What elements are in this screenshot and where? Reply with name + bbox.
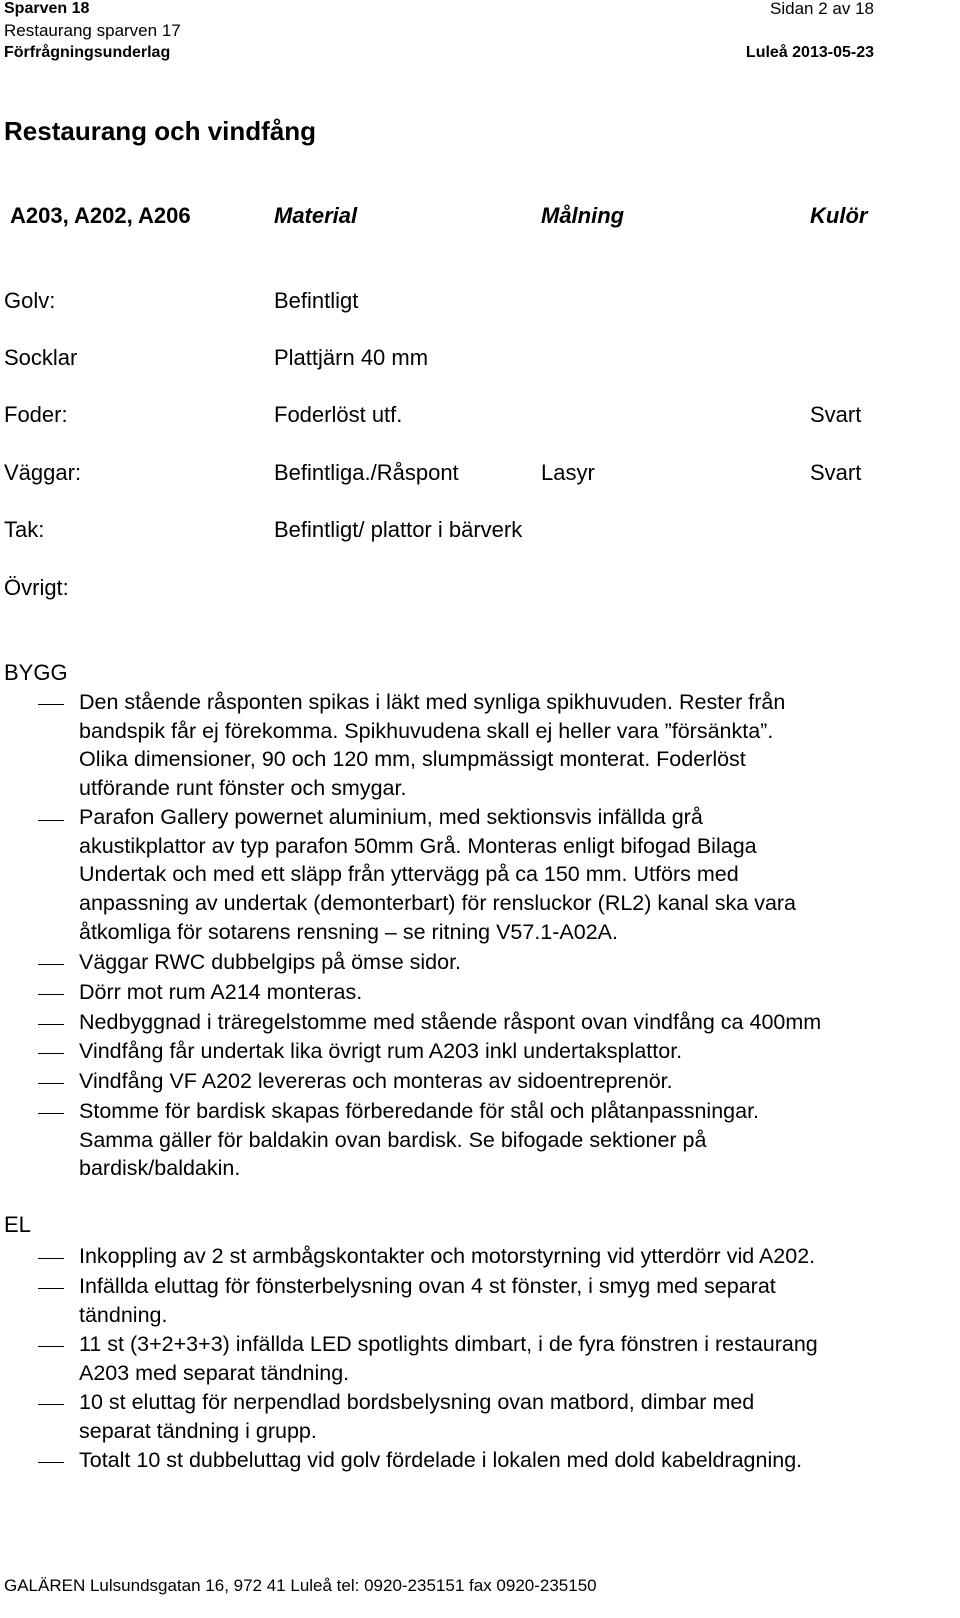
row-material: Foderlöst utf. <box>274 402 403 427</box>
row-material: Plattjärn 40 mm <box>274 345 429 370</box>
list-item: Väggar RWC dubbelgips på ömse sidor. <box>79 950 462 974</box>
header-doc-type: Förfrågningsunderlag <box>4 44 171 61</box>
section-heading-bygg: BYGG <box>4 660 68 685</box>
header-project: Sparven 18 <box>4 0 90 17</box>
page-title: Restaurang och vindfång <box>4 116 317 146</box>
dash-bullet-icon <box>38 1258 64 1259</box>
dash-bullet-icon <box>38 994 64 995</box>
header-place-date: Luleå 2013-05-23 <box>745 44 874 61</box>
dash-bullet-icon <box>38 820 64 821</box>
table-header-paint: Målning <box>541 203 625 228</box>
list-item: Inkoppling av 2 st armbågskontakter och motorstyrning vid ytterdörr vid A202. <box>79 1244 816 1268</box>
list-item: Den stående råsponten spikas i läkt med synliga spikhuvuden. Rester från bandspik får ej förekomma. Spikhuvudena skall ej heller vara ”försänkta”. Olika dimensioner, 90 och 120 mm, slumpmässigt monterat. Foderlöst utförande runt fönster och smygar. <box>79 690 786 801</box>
list-item: Dörr mot rum A214 monteras. <box>79 980 363 1004</box>
header-building: Restaurang sparven 17 <box>4 21 181 40</box>
row-label: Socklar <box>4 345 78 370</box>
table-header-rooms: A203, A202, A206 <box>10 203 191 228</box>
table-header-color: Kulör <box>810 203 868 228</box>
header-page-number: Sidan 2 av 18 <box>770 0 874 18</box>
row-label: Golv: <box>4 288 56 313</box>
dash-bullet-icon <box>38 1346 64 1347</box>
list-item: 10 st eluttag för nerpendlad bordsbelysning ovan matbord, dimbar med separat tändning i grupp. <box>79 1390 755 1443</box>
list-item: Infällda eluttag för fönsterbelysning ovan 4 st fönster, i smyg med separat tändning. <box>79 1274 776 1327</box>
row-paint: Lasyr <box>541 460 595 485</box>
row-color: Svart <box>810 460 862 485</box>
row-label: Tak: <box>4 517 45 542</box>
dash-bullet-icon <box>38 1083 64 1084</box>
list-item: Parafon Gallery powernet aluminium, med sektionsvis infällda grå akustikplattor av typ parafon 50mm Grå. Monteras enligt bifogad Bilaga Undertak och med ett släpp från yttervägg på ca 150 mm. Utförs med anpassning av undertak (demonterbart) för rensluckor (RL2) kanal ska vara åtkomliga för sotarens rensning – se ritning V57.1-A02A. <box>79 805 797 944</box>
list-item: 11 st (3+2+3+3) infällda LED spotlights dimbart, i de fyra fönstren i restaurang A203 med separat tändning. <box>79 1332 818 1385</box>
dash-bullet-icon <box>38 964 64 965</box>
dash-bullet-icon <box>38 1462 64 1463</box>
row-material: Befintligt/ plattor i bärverk <box>274 517 523 542</box>
list-item: Vindfång får undertak lika övrigt rum A203 inkl undertaksplattor. <box>79 1039 683 1063</box>
list-item: Totalt 10 st dubbeluttag vid golv fördelade i lokalen med dold kabeldragning. <box>79 1448 803 1472</box>
list-item: Vindfång VF A202 levereras och monteras av sidoentreprenör. <box>79 1069 673 1093</box>
section-heading-el: EL <box>4 1212 31 1237</box>
row-label: Övrigt: <box>4 575 69 600</box>
row-material: Befintligt <box>274 288 359 313</box>
footer-address: GALÄREN Lulsundsgatan 16, 972 41 Luleå tel: 0920-235151 fax 0920-235150 <box>4 1576 597 1595</box>
dash-bullet-icon <box>38 1024 64 1025</box>
row-label: Väggar: <box>4 460 82 485</box>
list-item: Stomme för bardisk skapas förberedande för stål och plåtanpassningar. Samma gäller för baldakin ovan bardisk. Se bifogade sektioner på bardisk/baldakin. <box>79 1099 760 1181</box>
row-label: Foder: <box>4 402 68 427</box>
row-color: Svart <box>810 402 862 427</box>
table-header-material: Material <box>274 203 358 228</box>
list-item: Nedbyggnad i träregelstomme med stående råspont ovan vindfång ca 400mm <box>79 1010 822 1034</box>
row-material: Befintliga./Råspont <box>274 460 459 485</box>
dash-bullet-icon <box>38 1053 64 1054</box>
dash-bullet-icon <box>38 704 64 705</box>
dash-bullet-icon <box>38 1404 64 1405</box>
dash-bullet-icon <box>38 1113 64 1114</box>
dash-bullet-icon <box>38 1288 64 1289</box>
